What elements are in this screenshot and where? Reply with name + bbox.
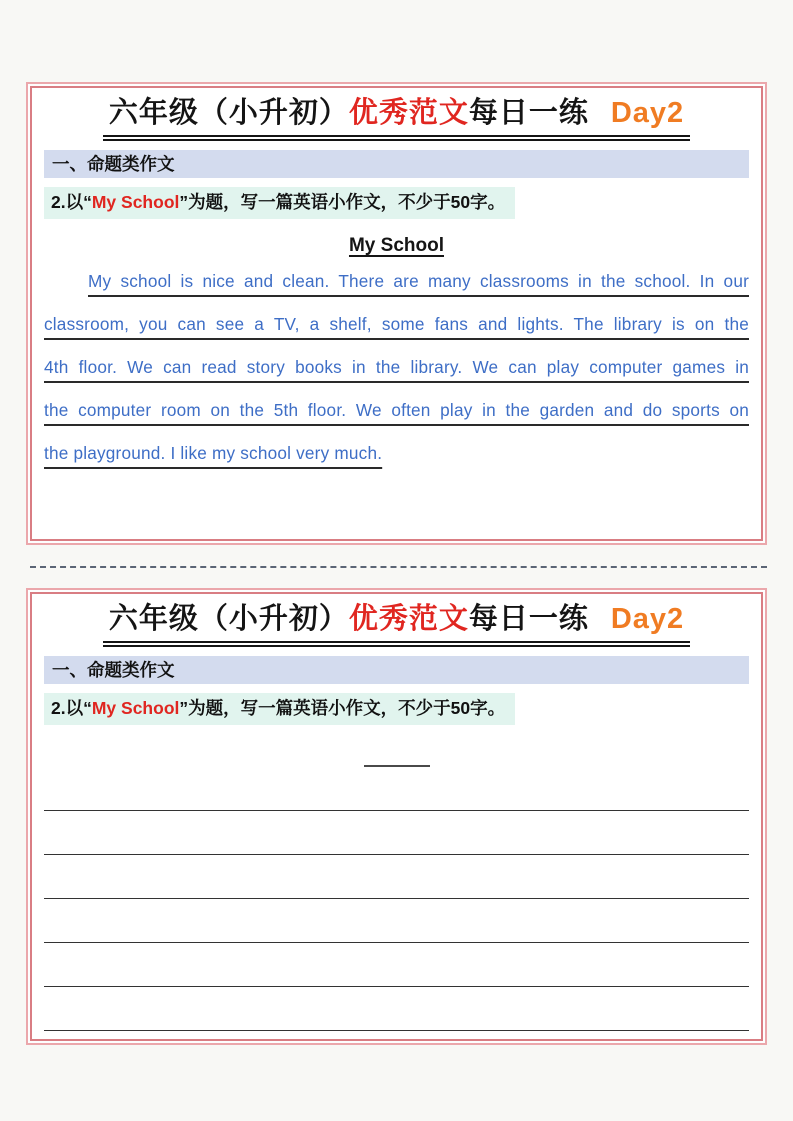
worksheet-panel-practice xyxy=(26,588,767,1045)
worksheet-title xyxy=(44,96,749,141)
blank-writing-line xyxy=(44,855,749,899)
dashed-divider xyxy=(30,566,767,568)
worksheet-title-text xyxy=(103,96,690,141)
blank-writing-line xyxy=(44,899,749,943)
worksheet-panel-practice-inner xyxy=(30,592,763,1041)
essay-line: My school is nice and clean. There are many classrooms in the school. In our xyxy=(88,271,749,291)
essay-title xyxy=(44,235,749,257)
title-highlight-text: 优秀范文 xyxy=(348,97,469,129)
title-tail-text: 每日一练 xyxy=(468,603,589,635)
title-grade-text: 六年级（小升初） xyxy=(108,603,349,635)
section-header: 一、命题类作文 xyxy=(44,656,749,684)
worksheet-panel-answer xyxy=(26,82,767,545)
question-line xyxy=(44,187,515,219)
section-header: 一、命题类作文 xyxy=(44,150,749,178)
question-prefix: 2.以“ xyxy=(51,698,92,718)
blank-writing-line xyxy=(44,767,749,811)
day-badge: Day2 xyxy=(610,603,685,635)
essay-body xyxy=(44,260,749,475)
question-suffix: ”为题，写一篇英语小作文，不少于50字。 xyxy=(179,698,506,718)
question-topic: My School xyxy=(91,192,180,212)
title-highlight-text: 优秀范文 xyxy=(348,603,469,635)
title-grade-text: 六年级（小升初） xyxy=(108,97,349,129)
worksheet-panel-answer-inner xyxy=(30,86,763,541)
blank-writing-line xyxy=(44,811,749,855)
title-tail-text: 每日一练 xyxy=(468,97,589,129)
question-suffix: ”为题，写一篇英语小作文，不少于50字。 xyxy=(179,192,506,212)
essay-line: 4th floor. We can read story books in the library. We can play computer games in xyxy=(44,357,749,377)
essay-line: the computer room on the 5th floor. We often play in the garden and do sports on xyxy=(44,400,749,420)
essay-line: the playground. I like my school very much. xyxy=(44,443,383,463)
question-line xyxy=(44,693,515,725)
essay-line: classroom, you can see a TV, a shelf, some fans and lights. The library is on the xyxy=(44,314,749,334)
question-row xyxy=(44,187,749,219)
question-prefix: 2.以“ xyxy=(51,192,92,212)
day-badge: Day2 xyxy=(610,97,685,129)
blank-writing-line xyxy=(44,987,749,1031)
blank-writing-line xyxy=(44,943,749,987)
essay-title-text: My School xyxy=(348,235,444,256)
question-topic: My School xyxy=(91,698,180,718)
practice-lines xyxy=(44,767,749,1031)
worksheet-title-text xyxy=(103,602,690,647)
worksheet-title xyxy=(44,602,749,647)
question-row xyxy=(44,693,749,725)
